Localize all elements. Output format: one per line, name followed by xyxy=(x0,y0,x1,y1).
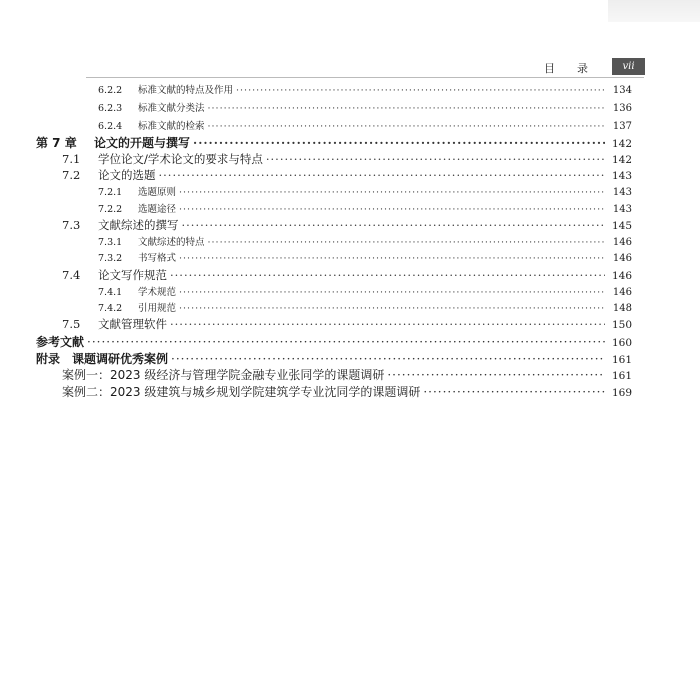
dot-leader xyxy=(182,218,606,232)
toc-entry-page: 150 xyxy=(611,319,632,331)
toc-entry-page: 143 xyxy=(612,204,632,215)
toc-entry-number: 7.4 xyxy=(62,268,81,282)
toc-entry-number: 7.3 xyxy=(62,218,81,232)
toc-entry-title: 学术规范 xyxy=(138,287,177,298)
toc-entry-title: 书写格式 xyxy=(138,253,177,264)
toc-entry-number: 7.3.1 xyxy=(98,237,123,248)
toc-entry-6-2-4 xyxy=(98,118,632,132)
toc-entry-7-2-1 xyxy=(98,184,632,198)
toc-entry-title: 引用规范 xyxy=(138,303,177,314)
running-head-title: 目录 xyxy=(544,62,610,75)
toc-entry-page: 134 xyxy=(612,85,632,96)
toc-entry-title: 附录 课题调研优秀案例 xyxy=(36,352,169,366)
toc-entry-chapter-7 xyxy=(36,134,632,151)
dot-leader xyxy=(423,385,605,399)
toc-entry-title: 文献管理软件 xyxy=(98,317,167,331)
dot-leader xyxy=(170,268,605,282)
toc-entry-title: 文献综述的特点 xyxy=(138,237,205,248)
toc-entry-case-2 xyxy=(62,383,632,400)
toc-entry-7-3-1 xyxy=(98,234,632,248)
toc-entry-number: 7.2.2 xyxy=(98,204,123,215)
dot-leader xyxy=(159,168,606,182)
dot-leader xyxy=(208,237,605,248)
toc-entry-7-3-2 xyxy=(98,250,632,264)
dot-leader xyxy=(179,303,605,314)
toc-entry-title: 参考文献 xyxy=(36,335,85,349)
toc-entry-references xyxy=(36,333,632,350)
dot-leader xyxy=(179,204,605,215)
toc-entry-7-4-2 xyxy=(98,300,632,314)
toc-entry-page: 146 xyxy=(612,237,632,248)
toc-entry-6-2-3 xyxy=(98,100,632,114)
toc-entry-title: 标准文献的特点及作用 xyxy=(138,85,234,96)
dot-leader xyxy=(179,253,605,264)
toc-entry-7-1 xyxy=(62,151,632,167)
toc-entry-page: 148 xyxy=(612,303,632,314)
toc-entry-page: 136 xyxy=(612,103,632,114)
toc-entry-number: 7.5 xyxy=(62,317,81,331)
toc-entry-title: 学位论文/学术论文的要求与特点 xyxy=(98,152,263,166)
dot-leader xyxy=(208,121,605,132)
toc-entry-title: 文献综述的撰写 xyxy=(98,218,179,232)
toc-entry-title: 选题途径 xyxy=(138,204,177,215)
toc-entry-number: 6.2.2 xyxy=(98,85,123,96)
dot-leader xyxy=(208,103,605,114)
toc-entry-page: 161 xyxy=(611,370,632,382)
toc-entry-title: 标准文献的检索 xyxy=(138,121,205,132)
dot-leader xyxy=(193,136,605,150)
toc-entry-number: 6.2.3 xyxy=(98,103,123,114)
toc-entry-7-5 xyxy=(62,316,632,332)
running-head xyxy=(540,58,645,76)
toc-entry-number: 7.2.1 xyxy=(98,187,123,198)
toc-entry-page: 146 xyxy=(612,253,632,264)
toc-entry-page: 143 xyxy=(611,170,632,182)
toc-entry-6-2-2 xyxy=(98,82,632,96)
dot-leader xyxy=(387,368,605,382)
toc-entry-appendix xyxy=(36,350,632,367)
toc-entry-title: 论文的开题与撰写 xyxy=(94,136,191,150)
toc-entry-7-2 xyxy=(62,167,632,183)
scan-edge xyxy=(608,0,700,22)
dot-leader xyxy=(87,335,605,349)
toc-entry-page: 137 xyxy=(612,121,632,132)
toc-entry-page: 142 xyxy=(611,138,632,150)
dot-leader xyxy=(236,85,605,96)
running-head-page-number: vii xyxy=(612,58,645,75)
toc-entry-7-4-1 xyxy=(98,284,632,298)
header-rule xyxy=(86,77,644,78)
toc-entry-number: 7.2 xyxy=(62,168,81,182)
dot-leader xyxy=(179,187,605,198)
toc-entry-page: 142 xyxy=(611,154,632,166)
toc-entry-title: 选题原则 xyxy=(138,187,177,198)
toc-entry-7-4 xyxy=(62,267,632,283)
toc-entry-page: 143 xyxy=(612,187,632,198)
toc-entry-title: 论文的选题 xyxy=(98,168,156,182)
toc-entry-page: 145 xyxy=(611,220,632,232)
toc-entry-page: 169 xyxy=(611,387,632,399)
toc-entry-page: 160 xyxy=(611,337,632,349)
toc-entry-number: 7.4.1 xyxy=(98,287,123,298)
dot-leader xyxy=(171,352,605,366)
toc-entry-page: 146 xyxy=(611,270,632,282)
toc-entry-number: 7.1 xyxy=(62,152,81,166)
dot-leader xyxy=(170,317,605,331)
toc-entry-7-3 xyxy=(62,217,632,233)
toc-entry-case-1 xyxy=(62,366,632,383)
toc-entry-title: 标准文献分类法 xyxy=(138,103,205,114)
toc-entry-page: 146 xyxy=(612,287,632,298)
dot-leader xyxy=(266,152,605,166)
dot-leader xyxy=(179,287,605,298)
toc-entry-number: 第 7 章 xyxy=(36,136,77,150)
toc-entry-number: 7.3.2 xyxy=(98,253,123,264)
toc-entry-title: 案例一：2023 级经济与管理学院金融专业张同学的课题调研 xyxy=(62,368,385,382)
toc-entry-page: 161 xyxy=(611,354,632,366)
toc-entry-number: 7.4.2 xyxy=(98,303,123,314)
toc-entry-number: 6.2.4 xyxy=(98,121,123,132)
toc-entry-title: 案例二：2023 级建筑与城乡规划学院建筑学专业沈同学的课题调研 xyxy=(62,385,421,399)
toc-entry-7-2-2 xyxy=(98,201,632,215)
toc-entry-title: 论文写作规范 xyxy=(98,268,167,282)
